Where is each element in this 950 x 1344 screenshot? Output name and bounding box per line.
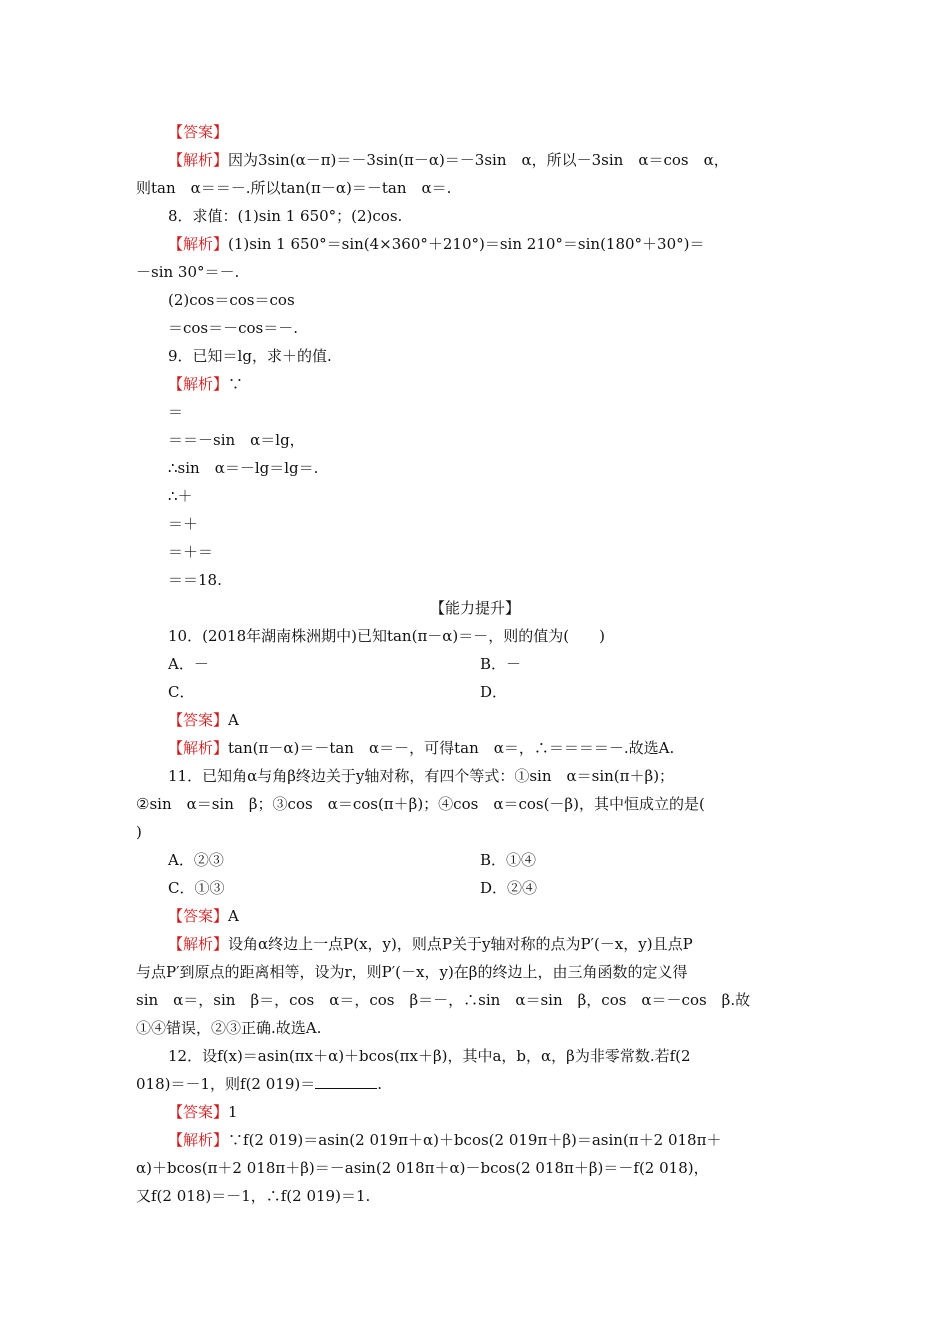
- q10-option-a: A．－: [168, 655, 209, 673]
- analysis-tag: 【解析】: [168, 151, 229, 169]
- q9-analysis-line-1: [168, 374, 243, 394]
- q9-analysis-line-4: ∴sin α＝－lg＝lg＝.: [168, 459, 319, 477]
- q9-analysis-line-7: ＝＋＝: [168, 543, 214, 561]
- q9-analysis-text-1: ∵: [228, 375, 244, 393]
- analysis-tag: 【解析】: [168, 739, 229, 757]
- answer-label: [168, 122, 228, 142]
- q7-analysis-line-2: 则tan α＝＝－.所以tan(π－α)＝－tan α＝.: [136, 179, 452, 197]
- q10-answer: [168, 710, 239, 730]
- q11-stem-line-3: ): [136, 823, 142, 841]
- q10-analysis-text: tan(π－α)＝－tan α＝－，可得tan α＝，∴＝＝＝＝－.故选A.: [228, 739, 675, 757]
- q11-option-b: B．①④: [480, 851, 537, 869]
- q8-analysis-line-1: [168, 234, 705, 254]
- q11-analysis-line-2: 与点P′到原点的距离相等，设为r，则P′(－x，y)在β的终边上，由三角函数的定义得: [136, 963, 688, 981]
- q12-answer-value: 1: [228, 1103, 238, 1121]
- q9-analysis-line-3: ＝＝－sin α＝lg，: [168, 431, 305, 449]
- q11-stem-line-2: ②sin α＝sin β；③cos α＝cos(π＋β)；④cos α＝cos(－β)，其中恒成立的是(: [136, 795, 705, 813]
- q11-analysis-line-4: ①④错误，②③正确.故选A.: [136, 1019, 322, 1037]
- q9-stem: 9．已知＝lg，求＋的值.: [168, 347, 332, 365]
- q11-analysis-line-1: [168, 934, 693, 954]
- q11-option-a: A．②③: [168, 851, 224, 869]
- q12-analysis-line-2: α)＋bcos(π＋2 018π＋β)＝－asin(2 018π＋α)－bcos(2 018π＋β)＝－f(2 018)，: [136, 1159, 709, 1177]
- q7-analysis-text-1: 因为3sin(α－π)＝－3sin(π－α)＝－3sin α，所以－3sin α＝cos α，: [228, 151, 729, 169]
- q12-analysis-line-3: 又f(2 018)＝－1，∴f(2 019)＝1.: [136, 1187, 371, 1205]
- q9-analysis-line-6: ＝＋: [168, 515, 199, 533]
- q9-analysis-line-5: ∴＋: [168, 487, 193, 505]
- analysis-tag: 【解析】: [168, 935, 229, 953]
- q12-analysis-text-1: ∵f(2 019)＝asin(2 019π＋α)＋bcos(2 019π＋β)＝asin(π＋2 018π＋: [228, 1131, 722, 1149]
- q10-analysis: [168, 738, 674, 758]
- q10-option-c: C．: [168, 683, 195, 701]
- q11-answer: [168, 906, 239, 926]
- q8-stem: 8．求值：(1)sin 1 650°；(2)cos.: [168, 207, 403, 225]
- q8-analysis-line-3: (2)cos＝cos＝cos: [168, 291, 295, 309]
- q12-analysis-line-1: [168, 1130, 721, 1150]
- q12-stem-line-1: 12．设f(x)＝asin(πx＋α)＋bcos(πx＋β)，其中a，b，α，β为非零常数.若f(2: [168, 1047, 691, 1065]
- q11-option-d: D．②④: [480, 879, 538, 897]
- answer-tag: 【答案】: [168, 1103, 229, 1121]
- q11-analysis-line-3: sin α＝，sin β＝，cos α＝，cos β＝－，∴sin α＝sin β，cos α＝－cos β.故: [136, 991, 751, 1009]
- q10-answer-value: A: [228, 711, 239, 729]
- q9-analysis-line-2: ＝: [168, 403, 184, 421]
- q8-analysis-text-1: (1)sin 1 650°＝sin(4×360°＋210°)＝sin 210°＝sin(180°＋30°)＝: [228, 235, 705, 253]
- q11-stem-line-1: 11．已知角α与角β终边关于y轴对称，有四个等式：①sin α＝sin(π＋β)；: [168, 767, 675, 785]
- q12-answer: [168, 1102, 238, 1122]
- answer-blank: [315, 1074, 377, 1089]
- answer-tag: 【答案】: [168, 123, 229, 141]
- q12-stem-end: .: [377, 1075, 383, 1093]
- answer-tag: 【答案】: [168, 907, 229, 925]
- q11-analysis-text-1: 设角α终边上一点P(x，y)，则点P关于y轴对称的点为P′(－x，y)且点P: [228, 935, 693, 953]
- q10-stem: 10．(2018年湖南株洲期中)已知tan(π－α)＝－，则的值为( ): [168, 627, 605, 645]
- q11-answer-value: A: [228, 907, 239, 925]
- q11-option-c: C．①③: [168, 879, 225, 897]
- analysis-tag: 【解析】: [168, 1131, 229, 1149]
- q10-option-d: D．: [480, 683, 508, 701]
- q10-option-b: B．－: [480, 655, 522, 673]
- q7-analysis-line-1: [168, 150, 729, 170]
- answer-tag: 【答案】: [168, 711, 229, 729]
- analysis-tag: 【解析】: [168, 235, 229, 253]
- q12-stem-text-2: 018)＝－1，则f(2 019)＝: [136, 1075, 316, 1093]
- section-title: 【能力提升】: [429, 599, 520, 617]
- q8-analysis-line-4: ＝cos＝－cos＝－.: [168, 319, 299, 337]
- q12-stem-line-2: [136, 1074, 382, 1094]
- q8-analysis-line-2: －sin 30°＝－.: [136, 263, 240, 281]
- q9-analysis-line-8: ＝＝18.: [168, 571, 222, 589]
- analysis-tag: 【解析】: [168, 375, 229, 393]
